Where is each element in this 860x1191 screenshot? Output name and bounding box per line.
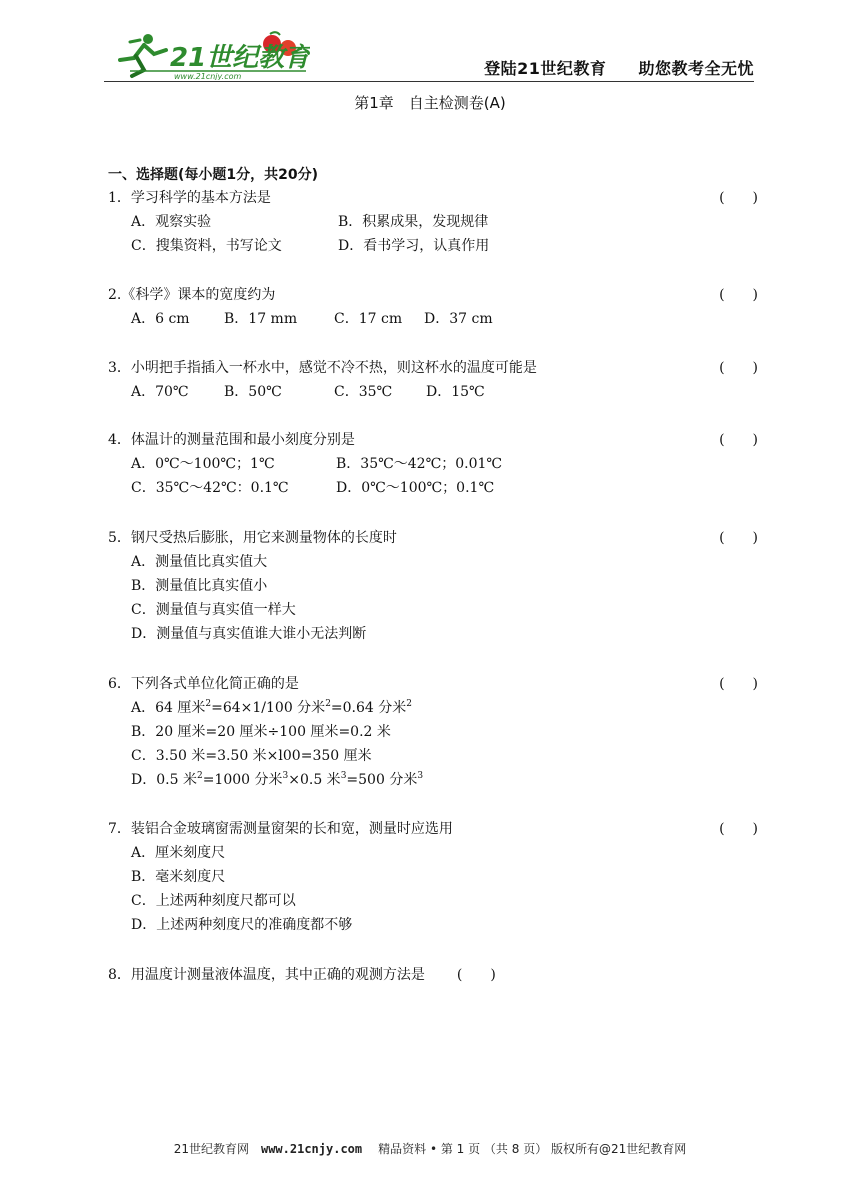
answer-blank: ( ) <box>719 360 758 376</box>
slogan-left: 登陆21世纪教育 <box>484 59 607 78</box>
option-a: A．6 cm <box>131 311 190 327</box>
answer-blank: ( ) <box>719 821 758 837</box>
question-6 <box>108 672 758 792</box>
question-stem: 1．学习科学的基本方法是 <box>108 190 271 206</box>
answer-blank: ( ) <box>719 530 758 546</box>
option-a: A．测量值比真实值大 <box>131 554 268 570</box>
runner-icon <box>120 34 166 76</box>
logo-url: www.21cnjy.com <box>174 72 242 80</box>
option-a: A．观察实验 <box>131 214 212 230</box>
answer-blank: ( ) <box>719 190 758 206</box>
question-7 <box>108 817 758 937</box>
option-b: B．35℃～42℃；0.01℃ <box>336 456 503 472</box>
option-d: D．上述两种刻度尺的准确度都不够 <box>131 917 353 933</box>
option-d: D．15℃ <box>426 384 485 400</box>
option-d: D．看书学习，认真作用 <box>338 238 490 254</box>
header-slogan <box>484 56 754 79</box>
answer-blank: ( ) <box>719 676 758 692</box>
option-a: A．70℃ <box>131 384 189 400</box>
option-a: A．64 厘米$^2$=64×1/100 分米$^2$=0.64 分米$^2$ <box>131 699 413 716</box>
option-b: B．测量值比真实值小 <box>131 578 268 594</box>
question-stem: 4．体温计的测量范围和最小刻度分别是 <box>108 432 355 448</box>
question-stem: 3．小明把手指插入一杯水中，感觉不冷不热，则这杯水的温度可能是 <box>108 360 537 376</box>
option-c: C．35℃～42℃：0.1℃ <box>131 480 289 496</box>
answer-blank: ( ) <box>456 967 496 983</box>
question-1 <box>108 186 758 258</box>
question-stem: 6．下列各式单位化简正确的是 <box>108 676 299 692</box>
footer-site-link[interactable]: www.21cnjy.com <box>260 1142 363 1156</box>
question-8 <box>108 963 758 987</box>
page-header <box>104 30 754 82</box>
question-5 <box>108 526 758 646</box>
option-d: D．37 cm <box>424 311 493 327</box>
option-c: C．3.50 米=3.50 米×l00=350 厘米 <box>131 748 372 764</box>
section-heading: 一、选择题(每小题1分，共20分) <box>108 167 319 183</box>
question-4 <box>108 428 758 500</box>
page-footer <box>0 1140 860 1157</box>
option-a: A．厘米刻度尺 <box>131 845 226 861</box>
option-d: D．0℃～100℃；0.1℃ <box>336 480 495 496</box>
footer-page-info: 精品资料 • 第 1 页 （共 8 页） 版权所有@21世纪教育网 <box>378 1142 687 1156</box>
option-c: C．17 cm <box>334 311 403 327</box>
header-divider <box>104 81 754 82</box>
option-a: A．0℃～100℃；1℃ <box>131 456 275 472</box>
option-b: B．50℃ <box>224 384 282 400</box>
option-d: D．0.5 米$^2$=1000 分米$^3$×0.5 米$^3$=500 分米$^3$ <box>131 771 424 788</box>
option-b: B．积累成果，发现规律 <box>338 214 489 230</box>
option-c: C．测量值与真实值一样大 <box>131 602 296 618</box>
question-stem: 5．钢尺受热后膨胀，用它来测量物体的长度时 <box>108 530 397 546</box>
answer-blank: ( ) <box>719 432 758 448</box>
option-c: C．35℃ <box>334 384 393 400</box>
question-stem: 7．装铝合金玻璃窗需测量窗架的长和宽，测量时应选用 <box>108 821 453 837</box>
question-2 <box>108 283 758 331</box>
option-b: B．20 厘米=20 厘米÷100 厘米=0.2 米 <box>131 724 391 740</box>
answer-blank: ( ) <box>719 287 758 303</box>
footer-left: 21世纪教育网 <box>173 1142 249 1156</box>
question-3 <box>108 356 758 404</box>
option-c: C．上述两种刻度尺都可以 <box>131 893 296 909</box>
option-d: D．测量值与真实值谁大谁小无法判断 <box>131 626 367 642</box>
question-stem: 8．用温度计测量液体温度，其中正确的观测方法是 <box>108 967 425 983</box>
option-c: C．搜集资料，书写论文 <box>131 238 282 254</box>
brand-logo <box>110 30 310 80</box>
slogan-right: 助您教考全无忧 <box>638 59 754 78</box>
option-b: B．毫米刻度尺 <box>131 869 226 885</box>
logo-text: 21世纪教育 <box>170 43 310 73</box>
question-stem: 2.《科学》课本的宽度约为 <box>108 287 276 303</box>
option-b: B．17 mm <box>224 311 298 327</box>
page-title: 第1章 自主检测卷(A) <box>354 94 506 112</box>
